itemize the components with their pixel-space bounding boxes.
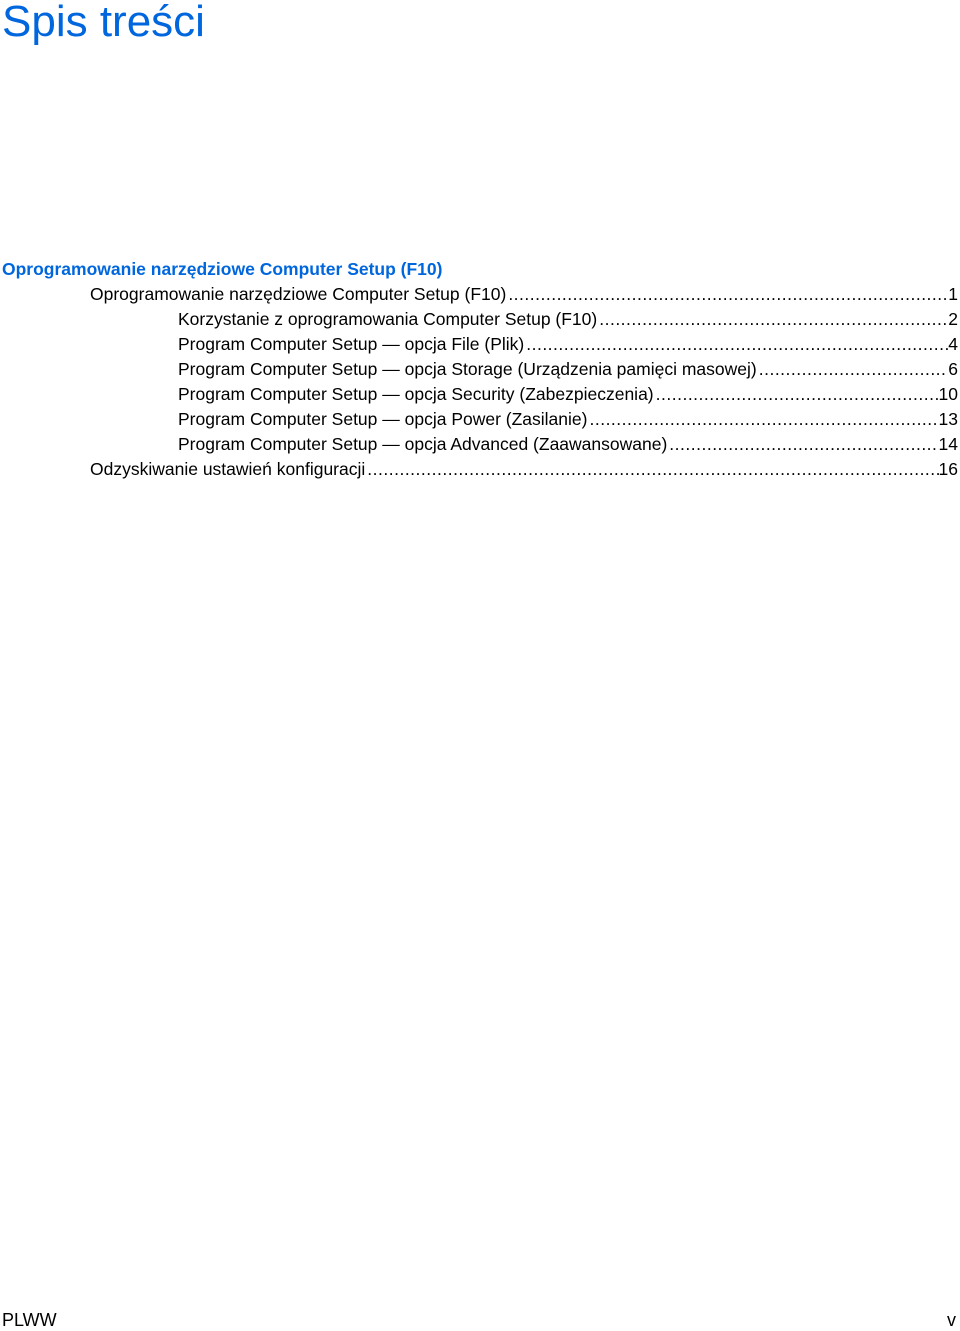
toc-entry[interactable] [90,457,958,482]
toc-entry[interactable] [178,332,958,357]
toc-entry-label: Program Computer Setup — opcja Storage (Urządzenia pamięci masowej) [178,359,757,379]
toc-entry-label: Program Computer Setup — opcja Power (Zasilanie) [178,409,588,429]
page-title: Spis treści [2,0,205,46]
footer-page-number: v [947,1310,956,1330]
dot-leader [506,282,948,307]
toc-entry[interactable] [178,407,958,432]
footer-locale-code: PLWW [2,1310,57,1330]
dot-leader [757,357,949,382]
toc-entry[interactable] [178,432,958,457]
toc-entry[interactable] [178,357,958,382]
toc-entry-label: Program Computer Setup — opcja Advanced (Zaawansowane) [178,434,668,454]
dot-leader [597,307,948,332]
toc-entry-label: Program Computer Setup — opcja File (Plik) [178,334,525,354]
dot-leader [654,382,939,407]
toc-entry-label: Program Computer Setup — opcja Security (Zabezpieczenia) [178,384,654,404]
toc-entry[interactable] [178,382,958,407]
toc-page-number: 6 [948,359,958,379]
dot-leader [365,457,938,482]
toc-page-number: 16 [938,459,958,479]
toc-entry-label: Korzystanie z oprogramowania Computer Setup (F10) [178,309,598,329]
toc-entry[interactable] [90,282,958,307]
toc-page-number: 4 [948,334,958,354]
toc-page-number: 1 [948,284,958,304]
toc-page-number: 2 [948,309,958,329]
toc-page-number: 14 [938,434,958,454]
toc-entry-label: Odzyskiwanie ustawień konfiguracji [90,459,366,479]
dot-leader [587,407,938,432]
toc-entry[interactable] [178,307,958,332]
dot-leader [524,332,948,357]
toc-entry-label: Oprogramowanie narzędziowe Computer Setup (F10) [90,284,507,304]
toc-page-number: 13 [938,409,958,429]
toc-page-number: 10 [938,384,958,404]
dot-leader [667,432,938,457]
toc-chapter-heading[interactable]: Oprogramowanie narzędziowe Computer Setup (F10) [2,259,443,279]
